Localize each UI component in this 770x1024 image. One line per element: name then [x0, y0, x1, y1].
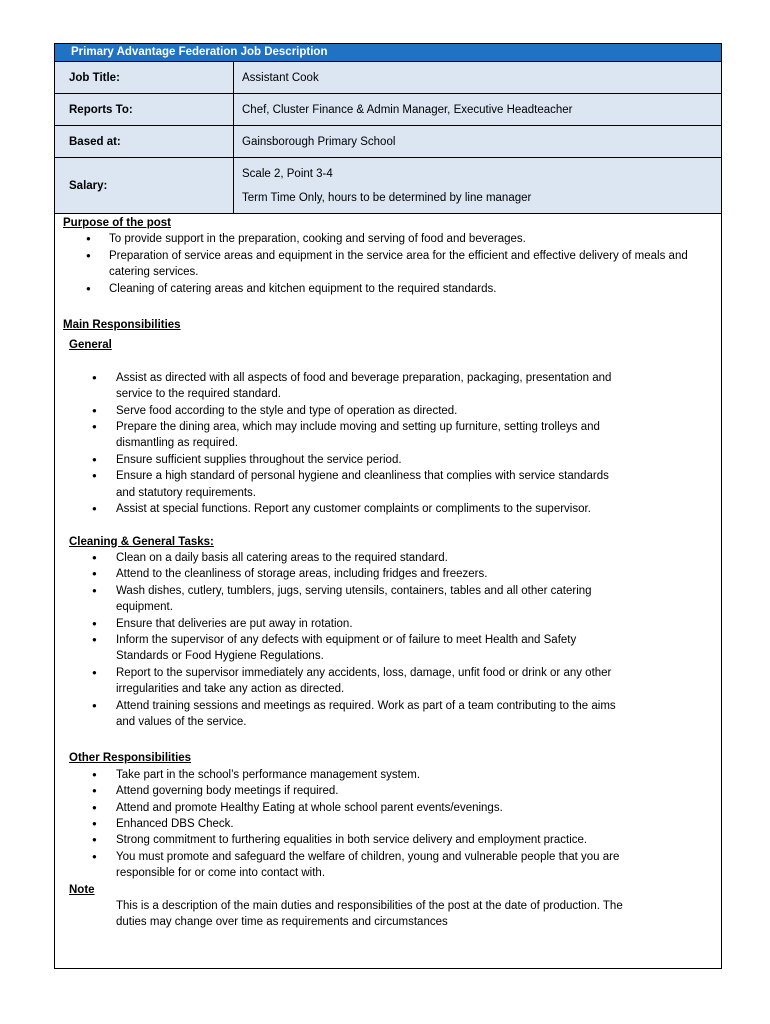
job-title-value: Assistant Cook [234, 62, 722, 94]
salary-value [234, 158, 722, 214]
list-item: ● Serve food according to the style and type of operation as directed. [63, 403, 623, 419]
note-heading: Note [69, 883, 95, 896]
list-item: ● Inform the supervisor of any defects with equipment or of failure to meet Health and Safety Standards or Food Hygiene Regulations. [63, 632, 623, 665]
reports-to-label: Reports To: [55, 94, 234, 126]
other-heading: Other Responsibilities [69, 752, 192, 765]
cleaning-heading: Cleaning & General Tasks: [69, 535, 214, 548]
purpose-list [63, 231, 713, 297]
list-item: ● Wash dishes, cutlery, tumblers, jugs, serving utensils, containers, tables and all other catering equipment. [63, 583, 623, 616]
list-item: ● Attend to the cleanliness of storage areas, including fridges and freezers. [63, 566, 623, 582]
table-row [55, 62, 721, 94]
list-item: ● Preparation of service areas and equipment in the service area for the efficient and effective delivery of meals and catering services. [63, 248, 713, 281]
list-item: ● Take part in the school’s performance management system. [63, 767, 623, 783]
table-row [55, 158, 721, 214]
list-item: ● Enhanced DBS Check. [63, 816, 623, 832]
list-item: ● Cleaning of catering areas and kitchen equipment to the required standards. [63, 281, 713, 297]
list-item: ● You must promote and safeguard the welfare of children, young and vulnerable people that you are responsible for or come into contact with. [63, 849, 623, 882]
list-item: ● Strong commitment to furthering equalities in both service delivery and employment practice. [63, 832, 623, 848]
list-item: ● Ensure that deliveries are put away in rotation. [63, 616, 623, 632]
salary-scale: Scale 2, Point 3-4 [242, 167, 333, 180]
cleaning-list [63, 550, 713, 730]
purpose-heading: Purpose of the post [63, 217, 171, 229]
main-responsibilities-heading: Main Responsibilities [63, 319, 181, 332]
document-header: Primary Advantage Federation Job Description [55, 44, 721, 62]
note-text: This is a description of the main duties and responsibilities of the post at the date of production. The duties may change over time as requirements and circumstances [116, 900, 623, 929]
job-title-label: Job Title: [55, 62, 234, 94]
other-list [63, 767, 713, 882]
reports-to-value: Chef, Cluster Finance & Admin Manager, Executive Headteacher [234, 94, 722, 126]
salary-label: Salary: [55, 158, 234, 214]
list-item: ● Report to the supervisor immediately any accidents, loss, damage, unfit food or drink or any other irregularities and take any action as directed. [63, 665, 623, 698]
list-item: ● Ensure a high standard of personal hygiene and cleanliness that complies with service standards and statutory requirements. [63, 468, 623, 501]
general-heading: General [69, 339, 112, 352]
based-at-label: Based at: [55, 126, 234, 158]
job-info-table [55, 62, 721, 214]
list-item: ● Assist as directed with all aspects of food and beverage preparation, packaging, presentation and service to the required standard. [63, 370, 623, 403]
list-item: ● To provide support in the preparation, cooking and serving of food and beverages. [63, 231, 713, 247]
document-body [55, 214, 721, 931]
table-row [55, 126, 721, 158]
list-item: ● Clean on a daily basis all catering areas to the required standard. [63, 550, 623, 566]
list-item: ● Prepare the dining area, which may include moving and setting up furniture, setting trolleys and dismantling as required. [63, 419, 623, 452]
job-description-document [54, 43, 722, 969]
list-item: ● Attend governing body meetings if required. [63, 783, 623, 799]
salary-hours: Term Time Only, hours to be determined by line manager [242, 191, 532, 204]
list-item: ● Attend training sessions and meetings as required. Work as part of a team contributing to the aims and values of the service. [63, 698, 623, 731]
list-item: ● Assist at special functions. Report any customer complaints or compliments to the supervisor. [63, 501, 623, 517]
table-row [55, 94, 721, 126]
general-list [63, 370, 713, 518]
based-at-value: Gainsborough Primary School [234, 126, 722, 158]
list-item: ● Attend and promote Healthy Eating at whole school parent events/evenings. [63, 800, 623, 816]
list-item: ● Ensure sufficient supplies throughout the service period. [63, 452, 623, 468]
